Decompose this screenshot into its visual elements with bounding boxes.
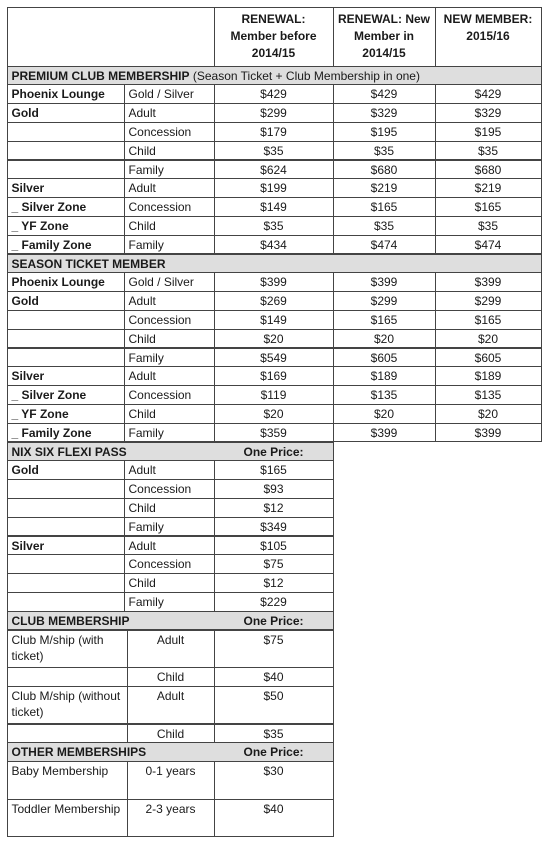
premium-row-name: _ YF Zone	[7, 216, 125, 236]
premium-row-type: Child	[124, 216, 215, 236]
premium-row-type: Child	[124, 141, 215, 161]
flexi-row-name	[7, 554, 125, 574]
premium-price-new-member: $195	[435, 122, 542, 142]
flexi-price: $12	[214, 573, 334, 593]
premium-price-renewal-new: $35	[333, 141, 436, 161]
flexi-row-type: Family	[124, 517, 215, 537]
season-price-renewal-new: $165	[333, 310, 436, 330]
flexi-price: $105	[214, 536, 334, 556]
season-price-renewal-new: $135	[333, 385, 436, 405]
premium-row-type: Adult	[124, 178, 215, 198]
season-price-new-member: $605	[435, 348, 542, 368]
premium-row-type: Concession	[124, 122, 215, 142]
premium-price-renewal-new: $35	[333, 216, 436, 236]
season-price-renewal-before: $119	[214, 385, 334, 405]
premium-row-name: Gold	[7, 103, 125, 123]
season-row-type: Adult	[124, 366, 215, 386]
flexi-row-type: Child	[124, 573, 215, 593]
season-price-renewal-before: $399	[214, 272, 334, 292]
premium-price-new-member: $219	[435, 178, 542, 198]
other-price: $40	[214, 799, 334, 838]
club-one-price-label: One Price:	[243, 613, 304, 628]
flexi-row-type: Concession	[124, 479, 215, 499]
premium-price-new-member: $35	[435, 216, 542, 236]
other-section-header	[7, 742, 334, 762]
flexi-row-type: Adult	[124, 460, 215, 480]
premium-price-new-member: $329	[435, 103, 542, 123]
flexi-one-price-label: One Price:	[243, 444, 304, 459]
season-price-new-member: $165	[435, 310, 542, 330]
club-title: CLUB MEMBERSHIP	[11, 613, 130, 628]
season-price-renewal-before: $359	[214, 423, 334, 443]
club-blank	[7, 667, 128, 687]
flexi-row-type: Adult	[124, 536, 215, 556]
flexi-row-name	[7, 517, 125, 537]
premium-price-new-member: $680	[435, 160, 542, 180]
season-price-renewal-new: $399	[333, 423, 436, 443]
premium-row-name: _ Silver Zone	[7, 197, 125, 217]
season-title: SEASON TICKET MEMBER	[11, 256, 166, 271]
season-price-renewal-new: $605	[333, 348, 436, 368]
premium-row-name	[7, 141, 125, 161]
season-section-header	[7, 254, 542, 274]
season-row-type: Child	[124, 329, 215, 349]
premium-price-renewal-before: $434	[214, 235, 334, 255]
club-section-header	[7, 611, 334, 631]
premium-row-name: Phoenix Lounge	[7, 84, 125, 104]
flexi-row-name: Silver	[7, 536, 125, 556]
premium-title: PREMIUM CLUB MEMBERSHIP	[11, 68, 190, 83]
season-price-renewal-new: $20	[333, 404, 436, 424]
flexi-section-header	[7, 442, 334, 462]
season-row-name: Silver	[7, 366, 125, 386]
season-price-renewal-new: $189	[333, 366, 436, 386]
season-price-new-member: $20	[435, 329, 542, 349]
premium-row-name: _ Family Zone	[7, 235, 125, 255]
season-row-name: _ YF Zone	[7, 404, 125, 424]
premium-price-renewal-before: $299	[214, 103, 334, 123]
premium-row-type: Gold / Silver	[124, 84, 215, 104]
season-row-type: Family	[124, 348, 215, 368]
flexi-row-name	[7, 592, 125, 612]
club-child-label: Child	[127, 667, 215, 687]
season-price-renewal-before: $549	[214, 348, 334, 368]
season-row-type: Adult	[124, 291, 215, 311]
club-blank	[7, 724, 128, 744]
premium-title-note: (Season Ticket + Club Membership in one)	[189, 68, 420, 83]
season-row-type: Concession	[124, 310, 215, 330]
premium-price-renewal-before: $35	[214, 216, 334, 236]
premium-price-renewal-before: $179	[214, 122, 334, 142]
season-price-new-member: $399	[435, 423, 542, 443]
season-row-name: _ Silver Zone	[7, 385, 125, 405]
other-price: $30	[214, 761, 334, 800]
season-price-new-member: $189	[435, 366, 542, 386]
flexi-title: NIX SIX FLEXI PASS	[11, 444, 127, 459]
column-header-new-member: NEW MEMBER: 2015/16	[435, 7, 542, 67]
club-membership-name: Club M/ship (with ticket)	[7, 630, 128, 669]
premium-price-new-member: $429	[435, 84, 542, 104]
premium-price-renewal-new: $219	[333, 178, 436, 198]
premium-price-renewal-before: $35	[214, 141, 334, 161]
season-price-renewal-before: $169	[214, 366, 334, 386]
premium-price-renewal-new: $474	[333, 235, 436, 255]
club-adult-price: $50	[214, 686, 334, 725]
premium-row-type: Family	[124, 160, 215, 180]
season-price-renewal-before: $20	[214, 404, 334, 424]
premium-row-name	[7, 160, 125, 180]
season-price-new-member: $135	[435, 385, 542, 405]
season-row-name: Phoenix Lounge	[7, 272, 125, 292]
club-child-label: Child	[127, 724, 215, 744]
flexi-row-type: Child	[124, 498, 215, 518]
season-row-name	[7, 329, 125, 349]
club-membership-name: Club M/ship (without ticket)	[7, 686, 128, 725]
season-price-renewal-new: $20	[333, 329, 436, 349]
flexi-price: $349	[214, 517, 334, 537]
premium-price-renewal-new: $329	[333, 103, 436, 123]
flexi-price: $165	[214, 460, 334, 480]
flexi-row-type: Family	[124, 592, 215, 612]
other-age-range: 2-3 years	[127, 799, 215, 838]
season-row-name: Gold	[7, 291, 125, 311]
season-price-renewal-new: $399	[333, 272, 436, 292]
premium-row-name	[7, 122, 125, 142]
flexi-row-type: Concession	[124, 554, 215, 574]
season-price-new-member: $399	[435, 272, 542, 292]
club-child-price: $35	[214, 724, 334, 744]
premium-price-new-member: $474	[435, 235, 542, 255]
premium-row-name: Silver	[7, 178, 125, 198]
premium-price-new-member: $165	[435, 197, 542, 217]
column-header-renewal-before: RENEWAL: Member before 2014/15	[214, 7, 334, 67]
flexi-price: $93	[214, 479, 334, 499]
premium-price-renewal-new: $165	[333, 197, 436, 217]
premium-row-type: Adult	[124, 103, 215, 123]
header-blank	[7, 7, 215, 67]
season-row-type: Concession	[124, 385, 215, 405]
other-membership-name: Baby Membership	[7, 761, 128, 800]
premium-price-renewal-before: $624	[214, 160, 334, 180]
season-row-name	[7, 348, 125, 368]
season-price-renewal-before: $20	[214, 329, 334, 349]
premium-row-type: Family	[124, 235, 215, 255]
flexi-row-name	[7, 479, 125, 499]
season-row-type: Family	[124, 423, 215, 443]
club-adult-label: Adult	[127, 686, 215, 725]
flexi-row-name	[7, 573, 125, 593]
premium-price-renewal-new: $429	[333, 84, 436, 104]
premium-section-header	[7, 66, 542, 86]
season-price-new-member: $20	[435, 404, 542, 424]
premium-price-renewal-before: $429	[214, 84, 334, 104]
season-price-new-member: $299	[435, 291, 542, 311]
season-row-type: Child	[124, 404, 215, 424]
other-one-price-label: One Price:	[243, 745, 304, 760]
other-age-range: 0-1 years	[127, 761, 215, 800]
season-row-type: Gold / Silver	[124, 272, 215, 292]
flexi-row-name: Gold	[7, 460, 125, 480]
premium-price-renewal-new: $680	[333, 160, 436, 180]
flexi-row-name	[7, 498, 125, 518]
club-child-price: $40	[214, 667, 334, 687]
column-header-renewal-new: RENEWAL: New Member in 2014/15	[333, 7, 436, 67]
season-row-name	[7, 310, 125, 330]
other-membership-name: Toddler Membership	[7, 799, 128, 838]
premium-price-renewal-before: $149	[214, 197, 334, 217]
flexi-price: $75	[214, 554, 334, 574]
club-adult-label: Adult	[127, 630, 215, 669]
season-price-renewal-before: $269	[214, 291, 334, 311]
other-title: OTHER MEMBERSHIPS	[11, 745, 147, 760]
season-row-name: _ Family Zone	[7, 423, 125, 443]
club-adult-price: $75	[214, 630, 334, 669]
flexi-price: $229	[214, 592, 334, 612]
premium-row-type: Concession	[124, 197, 215, 217]
flexi-price: $12	[214, 498, 334, 518]
season-price-renewal-before: $149	[214, 310, 334, 330]
premium-price-renewal-before: $199	[214, 178, 334, 198]
season-price-renewal-new: $299	[333, 291, 436, 311]
membership-price-table	[7, 7, 541, 836]
premium-price-renewal-new: $195	[333, 122, 436, 142]
premium-price-new-member: $35	[435, 141, 542, 161]
